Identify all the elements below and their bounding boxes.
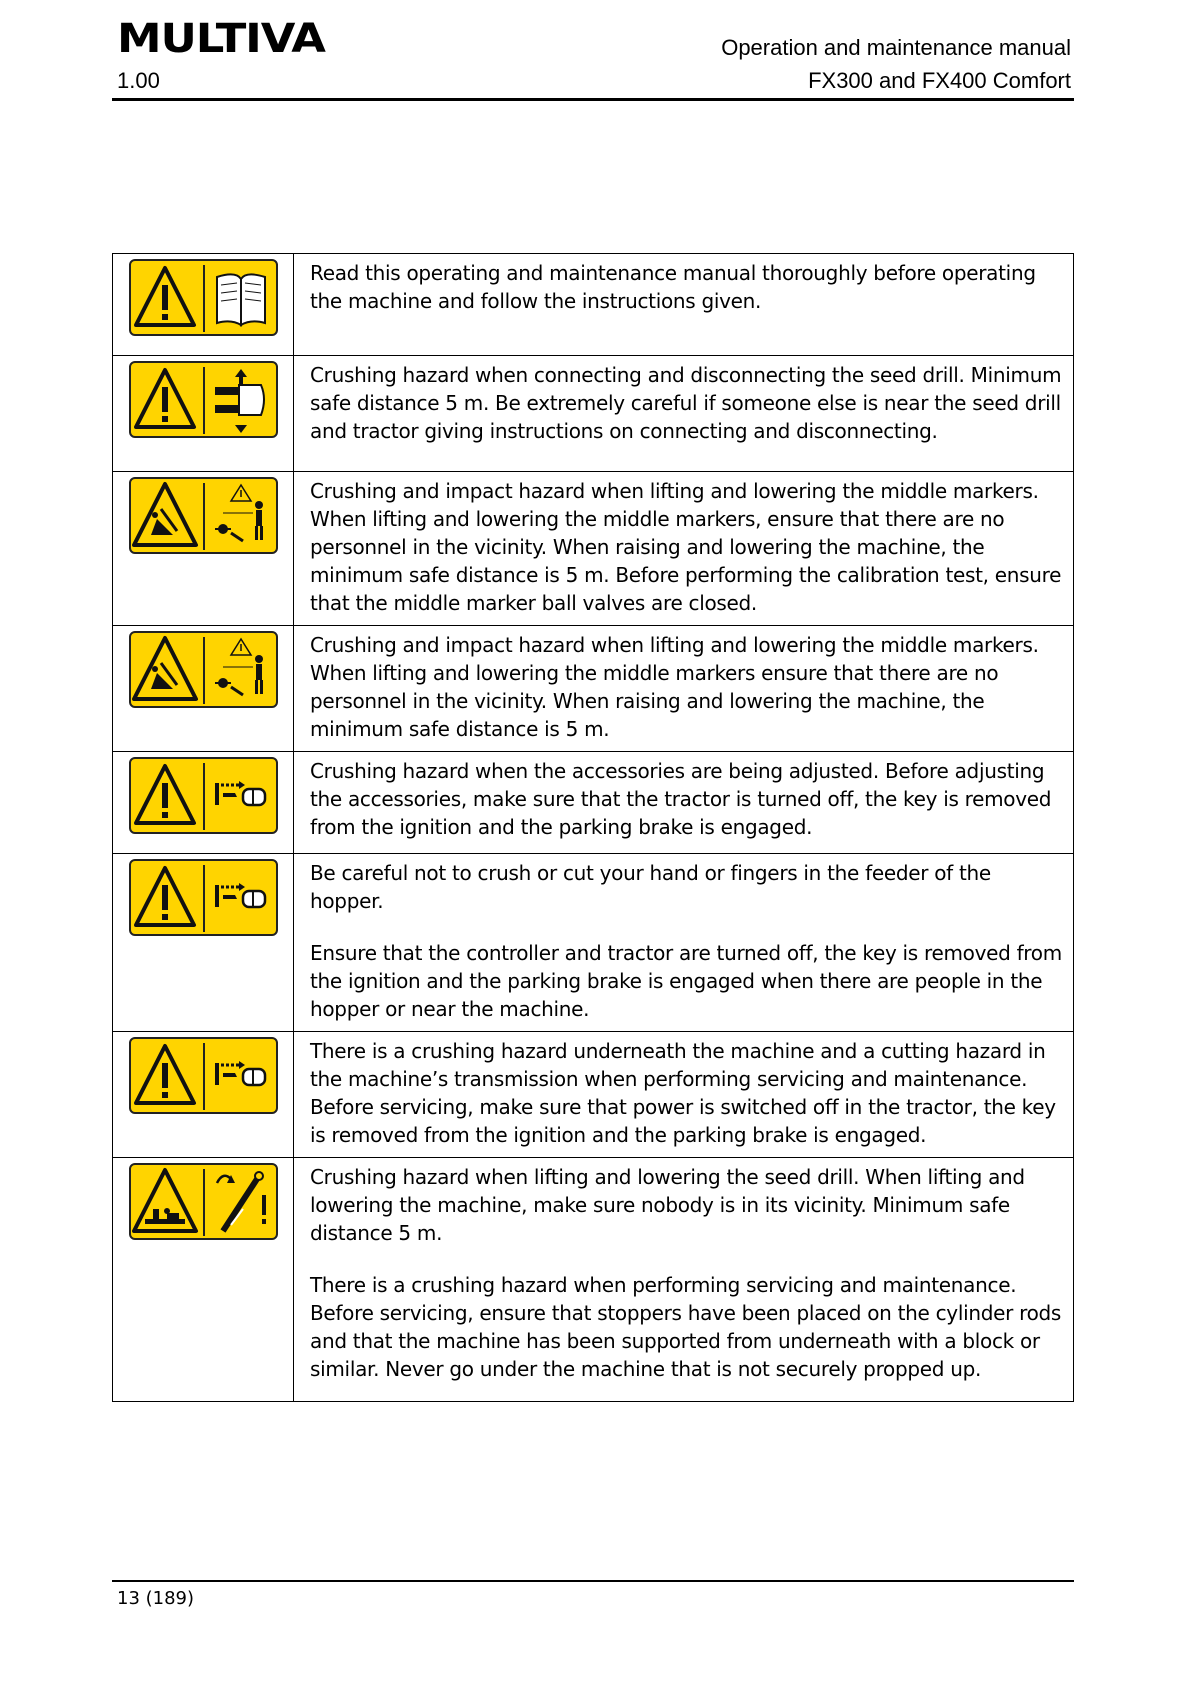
safety-row [113, 1158, 1074, 1402]
safety-instruction: Crushing hazard when connecting and disconnecting the seed drill. Minimum safe distance 5 m. Be extremely careful if someone else is near the seed drill and tractor giving instructions on connecting and disconnecting. [310, 363, 1062, 443]
safety-instruction: Ensure that the controller and tractor are turned off, the key is removed from the ignition and the parking brake is engaged when there are people in the hopper or near the machine. [310, 941, 1062, 1021]
document-version: 1.00 [117, 68, 160, 93]
multiva-logo [117, 18, 379, 60]
description-cell [294, 1032, 1074, 1158]
description-cell [294, 356, 1074, 472]
safety-instruction: Crushing hazard when lifting and lowering the seed drill. When lifting and lowering the machine, make sure nobody is in its vicinity. Minimum safe distance 5 m. [310, 1165, 1025, 1245]
cylinder-stopper-icon [129, 1163, 278, 1240]
sign-divider [203, 1169, 205, 1236]
safety-row [113, 356, 1074, 472]
safety-signs-table [112, 253, 1074, 1402]
sign-cell [113, 254, 294, 356]
manual-title: Operation and maintenance manual [721, 35, 1071, 60]
read-manual-icon [129, 259, 278, 336]
impact-distance-icon [129, 631, 278, 708]
description-cell [294, 854, 1074, 1032]
description-cell [294, 1158, 1074, 1402]
safety-row [113, 1032, 1074, 1158]
footer-divider [112, 1580, 1074, 1582]
sign-divider [203, 763, 205, 830]
safety-row [113, 472, 1074, 626]
safety-instruction: Crushing and impact hazard when lifting and lowering the middle markers. When lifting and lowering the middle markers, ensure that there are no personnel in the vicinity. When raising and lowering the machine, the minimum safe distance is 5 m. Before performing the calibration test, ensure that the middle marker ball valves are closed. [310, 479, 1062, 615]
sign-cell [113, 854, 294, 1032]
page-header [0, 0, 1191, 110]
sign-divider [203, 483, 205, 550]
safety-row [113, 254, 1074, 356]
impact-distance-icon [129, 477, 278, 554]
page-number: 13 (189) [117, 1588, 195, 1609]
description-cell [294, 472, 1074, 626]
sign-divider [203, 367, 205, 434]
remove-key-icon [129, 859, 278, 936]
safety-instruction: Read this operating and maintenance manual thoroughly before operating the machine and follow the instructions given. [310, 261, 1036, 313]
sign-cell [113, 752, 294, 854]
crushing-hand-icon [129, 361, 278, 438]
logo-text: MULTIVA [117, 16, 325, 62]
sign-cell [113, 356, 294, 472]
sign-divider [203, 265, 205, 332]
safety-instruction: Be careful not to crush or cut your hand or fingers in the feeder of the hopper. [310, 861, 991, 913]
header-divider [112, 98, 1074, 101]
sign-cell [113, 1158, 294, 1402]
safety-instruction: Crushing and impact hazard when lifting and lowering the middle markers. When lifting and lowering the middle markers ensure that there are no personnel in the vicinity. When raising and lowering the machine, the minimum safe distance is 5 m. [310, 633, 1039, 741]
sign-cell [113, 472, 294, 626]
safety-row [113, 854, 1074, 1032]
description-cell [294, 752, 1074, 854]
sign-divider [203, 865, 205, 932]
manual-model: FX300 and FX400 Comfort [808, 68, 1071, 93]
sign-divider [203, 1043, 205, 1110]
safety-row [113, 626, 1074, 752]
sign-divider [203, 637, 205, 704]
description-cell [294, 254, 1074, 356]
safety-row [113, 752, 1074, 854]
sign-cell [113, 626, 294, 752]
sign-cell [113, 1032, 294, 1158]
remove-key-icon [129, 1037, 278, 1114]
safety-instruction: Crushing hazard when the accessories are being adjusted. Before adjusting the accessories, make sure that the tractor is turned off, the key is removed from the ignition and the parking brake is engaged. [310, 759, 1052, 839]
description-cell [294, 626, 1074, 752]
safety-instruction: There is a crushing hazard when performing servicing and maintenance. Before servicing, ensure that stoppers have been placed on the cylinder rods and that the machine has been supported from underneath with a block or similar. Never go under the machine that is not securely propped up. [310, 1273, 1062, 1381]
remove-key-icon [129, 757, 278, 834]
safety-instruction: There is a crushing hazard underneath the machine and a cutting hazard in the machine’s transmission when performing servicing and maintenance. Before servicing, make sure that power is switched off in the tractor, the key is removed from the ignition and the parking brake is engaged. [310, 1039, 1056, 1147]
